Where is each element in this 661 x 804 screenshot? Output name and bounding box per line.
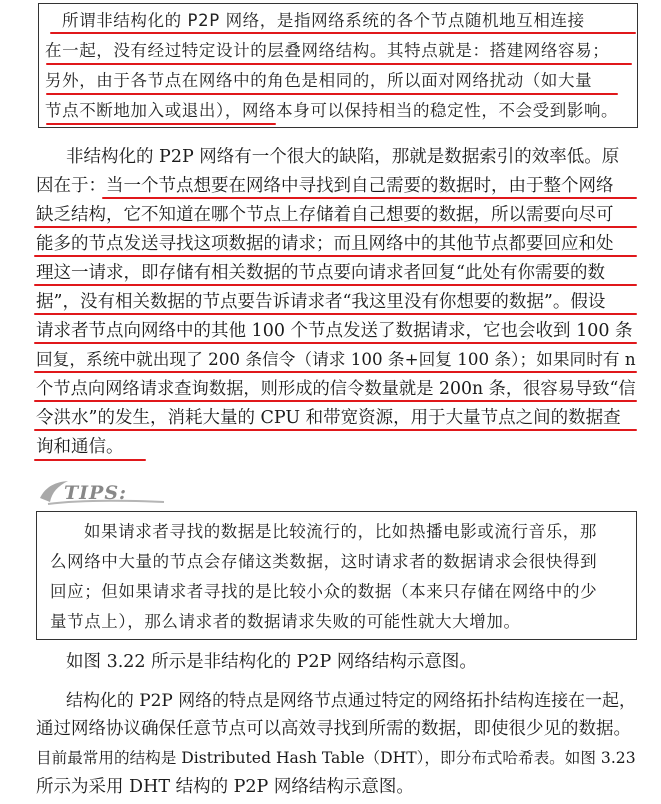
red-underline xyxy=(46,63,632,65)
definition-line: 在一起，没有经过特定设计的层叠网络结构。其特点就是：搭建网络容易； xyxy=(45,41,610,60)
red-underline xyxy=(46,93,618,95)
red-underline xyxy=(34,255,637,257)
paragraph-line: 请求者节点向网络中的其他 100 个节点发送了数据请求，它也会收到 100 条 xyxy=(36,321,633,341)
paragraph-line: 缺乏结构，它不知道在哪个节点上存储着自己想要的数据，所以需要向尽可 xyxy=(36,205,614,225)
red-underline xyxy=(50,32,636,34)
red-underline xyxy=(34,313,637,315)
paragraph-line: 个节点向网络请求查询数据，则形成的信令数量就是 200n 条，很容易导致“信 xyxy=(36,379,636,399)
paragraph-line: 通过网络协议确保任意节点可以高效寻找到所需的数据，即使很少见的数据。 xyxy=(36,719,631,739)
paragraph-line: 能多的节点发送寻找这项数据的请求；而且网络中的其他节点都要回应和处 xyxy=(36,234,614,254)
red-underline xyxy=(34,400,637,402)
red-underline xyxy=(34,429,637,431)
tips-line: 么网络中大量的节点会存储这类数据，这时请求者的数据请求会很快得到 xyxy=(50,552,598,571)
definition-line: 另外，由于各节点在网络中的角色是相同的，所以面对网络扰动（如大量 xyxy=(45,71,593,90)
paragraph-line: 所示为采用 DHT 结构的 P2P 网络结构示意图。 xyxy=(36,777,414,797)
red-underline xyxy=(102,197,637,199)
red-underline xyxy=(46,123,276,125)
paragraph-line: 据”，没有相关数据的节点要告诉请求者“我这里没有你想要的数据”。假设 xyxy=(36,292,606,312)
red-underline xyxy=(34,284,637,286)
tips-label: TIPS: xyxy=(64,482,128,504)
paragraph-line: 如图 3.22 所示是非结构化的 P2P 网络结构示意图。 xyxy=(66,652,477,672)
paragraph-line: 非结构化的 P2P 网络有一个很大的缺陷，那就是数据索引的效率低。原 xyxy=(66,147,620,167)
red-underline xyxy=(34,342,637,344)
tips-heading xyxy=(38,478,168,508)
red-underline xyxy=(34,371,637,373)
tips-line: 回应；但如果请求者寻找的是比较小众的数据（本来只存储在网络中的少 xyxy=(50,582,598,601)
paragraph-line: 因在于：当一个节点想要在网络中寻找到自己需要的数据时，由于整个网络 xyxy=(36,176,614,196)
paragraph-line: 询和通信。 xyxy=(36,437,124,457)
paragraph-line: 令洪水”的发生，消耗大量的 CPU 和带宽资源，用于大量节点之间的数据查 xyxy=(36,408,621,428)
paragraph-line: 回复，系统中就出现了 200 条信令（请求 100 条+回复 100 条）；如果同时有 n xyxy=(36,350,636,369)
paragraph-line: 结构化的 P2P 网络的特点是网络节点通过特定的网络拓扑结构连接在一起， xyxy=(66,690,636,710)
definition-line: 节点不断地加入或退出），网络本身可以保持相当的稳定性，不会受到影响。 xyxy=(45,101,619,120)
definition-line: 所谓非结构化的 P2P 网络，是指网络系统的各个节点随机地互相连接 xyxy=(62,11,585,30)
paragraph-line: 目前最常用的结构是 Distributed Hash Table（DHT），即分布式哈希表。如图 3.23 xyxy=(36,749,636,767)
tips-line: 量节点上），那么请求者的数据请求失败的可能性就大大增加。 xyxy=(50,612,521,631)
red-underline xyxy=(34,459,146,461)
red-underline xyxy=(34,226,637,228)
paragraph-line: 理这一请求，即存储有相关数据的节点要向请求者回复“此处有你需要的数 xyxy=(36,263,605,283)
tips-line: 如果请求者寻找的数据是比较流行的，比如热播电影或流行音乐，那 xyxy=(84,522,597,541)
